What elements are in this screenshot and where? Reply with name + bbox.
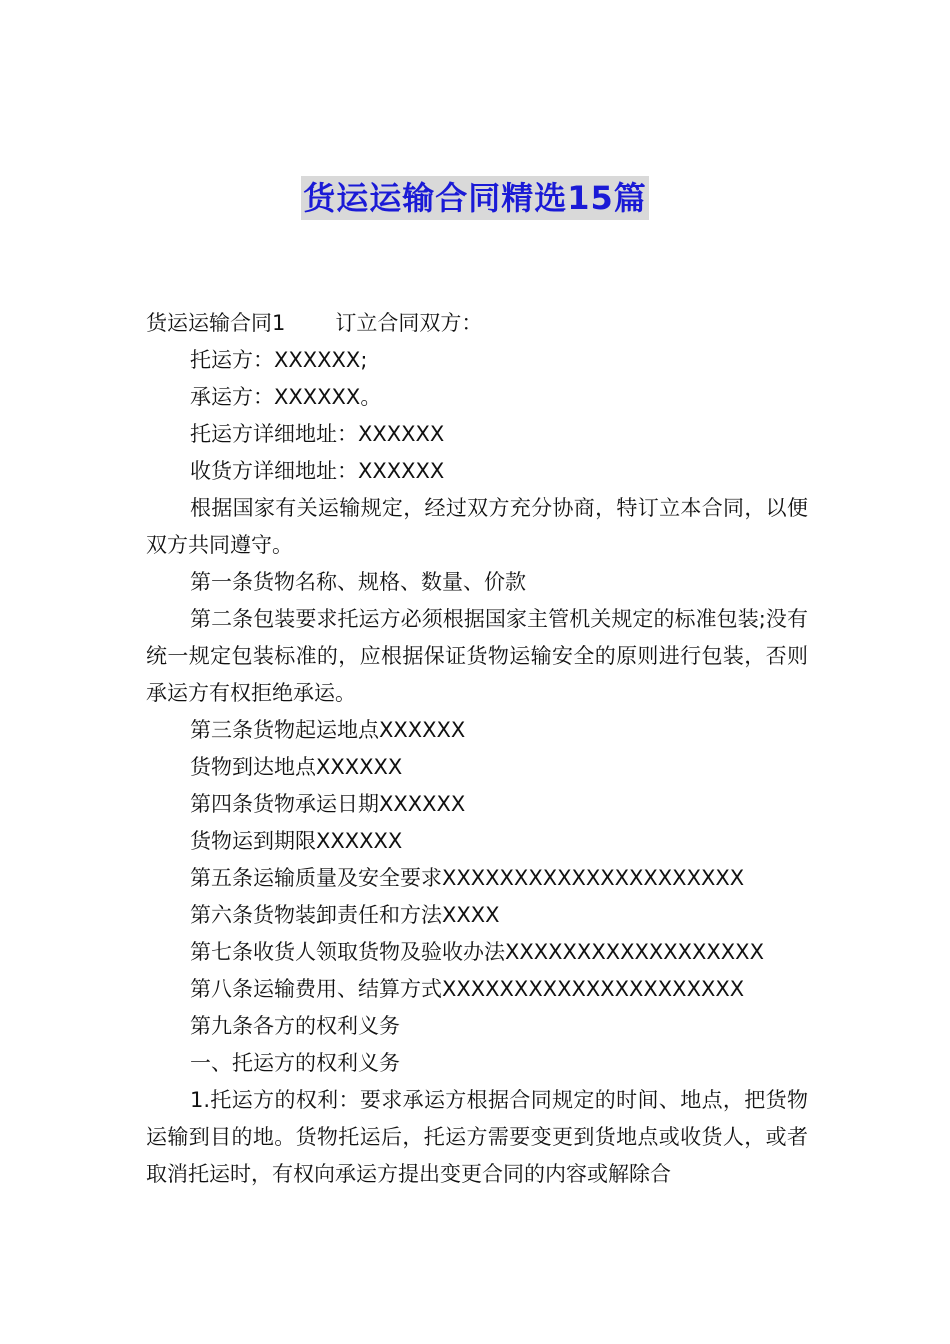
article-1: 第一条货物名称、规格、数量、价款	[190, 570, 526, 594]
article-5: 第五条运输质量及安全要求XXXXXXXXXXXXXXXXXXXXX	[190, 866, 745, 890]
article-3: 第三条货物起运地点XXXXXX	[190, 718, 466, 742]
shipper-rights-heading: 一、托运方的权利义务	[190, 1051, 400, 1075]
carrier-line: 承运方：XXXXXX。	[190, 385, 382, 409]
parties-label: 订立合同双方：	[335, 311, 483, 335]
title-container	[0, 176, 950, 220]
section-heading: 货运运输合同1	[146, 311, 286, 335]
shipper-line: 托运方：XXXXXX;	[190, 348, 368, 372]
article-6: 第六条货物装卸责任和方法XXXX	[190, 903, 500, 927]
preamble-paragraph: 根据国家有关运输规定，经过双方充分协商，特订立本合同，以便双方共同遵守。	[146, 496, 808, 557]
article-8: 第八条运输费用、结算方式XXXXXXXXXXXXXXXXXXXXX	[190, 977, 745, 1001]
document-title: 货运运输合同精选15篇	[301, 176, 649, 220]
arrival-place-line: 货物到达地点XXXXXX	[190, 755, 403, 779]
arrival-deadline-line: 货物运到期限XXXXXX	[190, 829, 403, 853]
article-9: 第九条各方的权利义务	[190, 1014, 400, 1038]
document-body	[146, 305, 808, 1193]
consignee-address-line: 收货方详细地址：XXXXXX	[190, 459, 445, 483]
article-4: 第四条货物承运日期XXXXXX	[190, 792, 466, 816]
shipper-rights-paragraph: 1.托运方的权利：要求承运方根据合同规定的时间、地点，把货物运输到目的地。货物托运后，托运方需要变更到货地点或收货人，或者取消托运时，有权向承运方提出变更合同的内容或解除合	[146, 1088, 808, 1186]
shipper-address-line: 托运方详细地址：XXXXXX	[190, 422, 445, 446]
section-heading-line	[146, 305, 808, 342]
article-2: 第二条包装要求托运方必须根据国家主管机关规定的标准包装;没有统一规定包装标准的，应根据保证货物运输安全的原则进行包装，否则承运方有权拒绝承运。	[146, 607, 808, 705]
article-7: 第七条收货人领取货物及验收办法XXXXXXXXXXXXXXXXXX	[190, 940, 764, 964]
